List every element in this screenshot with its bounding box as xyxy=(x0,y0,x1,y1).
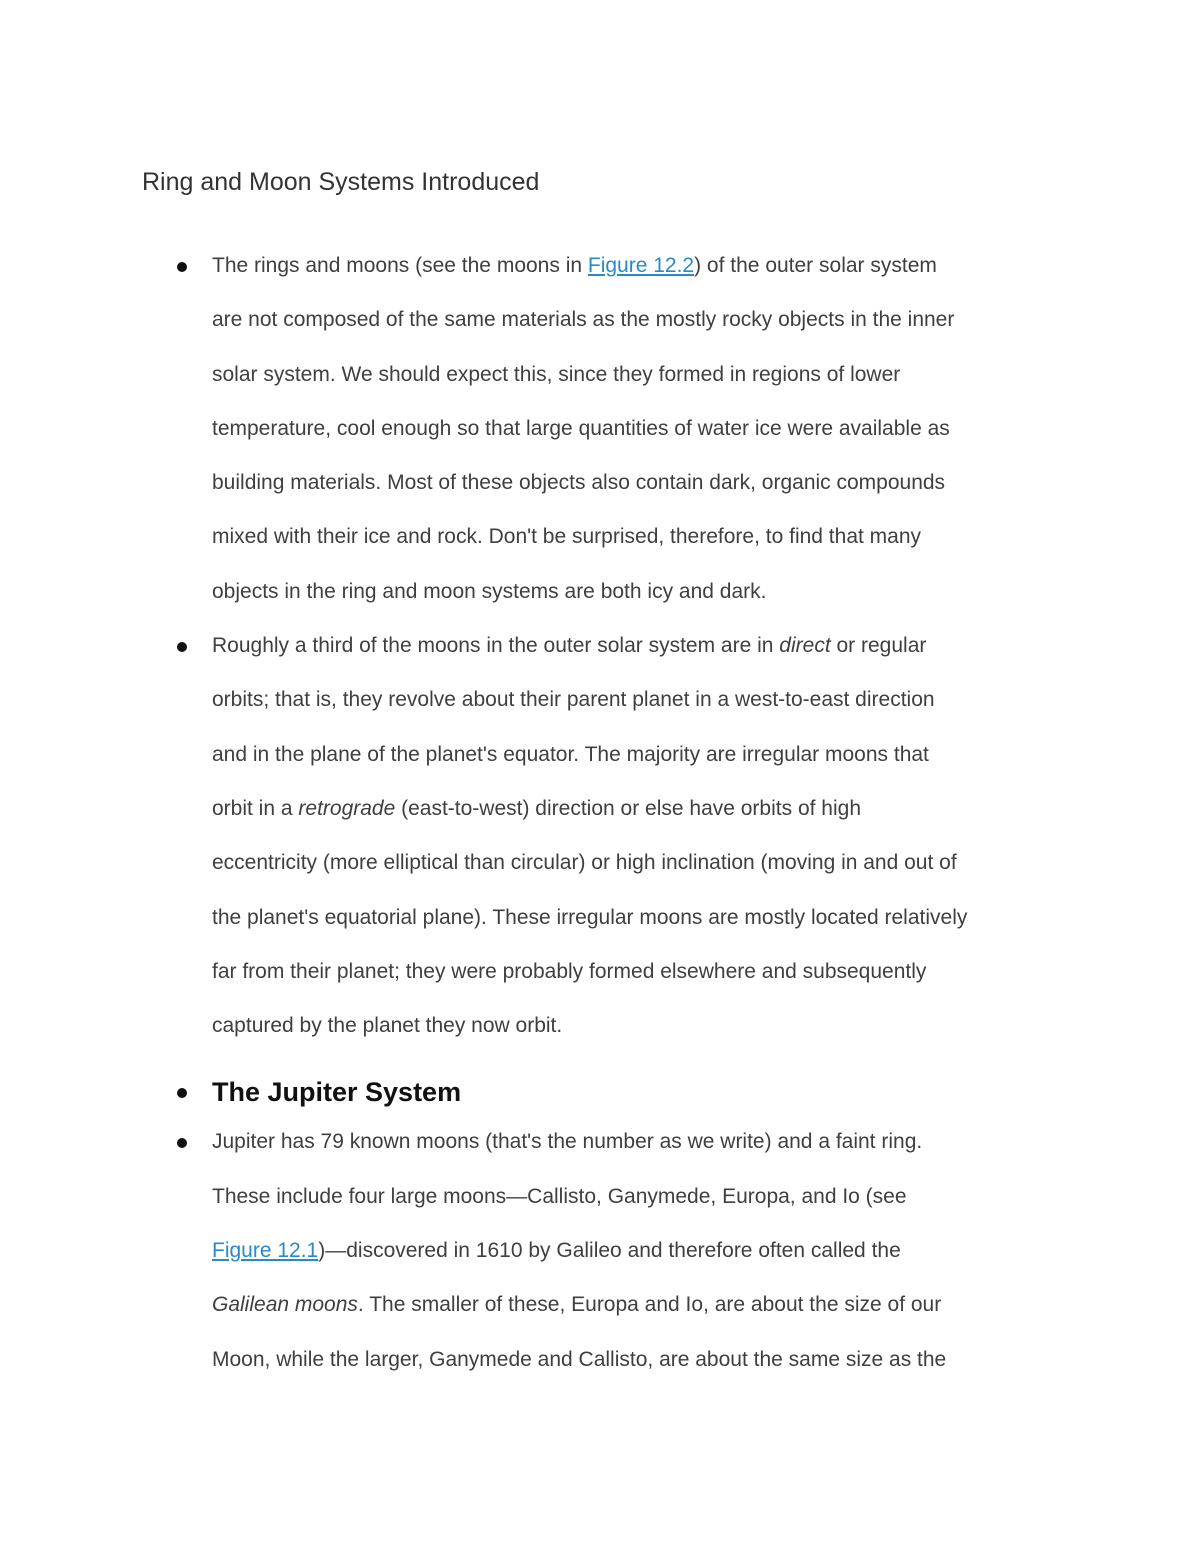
text-line: eccentricity (more elliptical than circular) or high inclination (moving in and out of xyxy=(212,851,957,875)
emphasis-galilean-moons: Galilean moons xyxy=(212,1293,358,1317)
emphasis-retrograde: retrograde xyxy=(298,796,396,820)
paragraph xyxy=(212,239,1072,619)
text-line: building materials. Most of these objects also contain dark, organic compounds xyxy=(212,471,946,495)
paragraph xyxy=(212,619,1072,1053)
bullet-item-rings-and-moons xyxy=(212,239,1072,619)
figure-12-1-link[interactable]: Figure 12.1 xyxy=(212,1239,319,1263)
emphasis-direct: direct xyxy=(779,634,831,658)
bullet-dot-icon xyxy=(177,262,187,272)
text-line xyxy=(212,782,1072,836)
text-span: ) of the outer solar system xyxy=(694,254,937,277)
bullet-item-orbits xyxy=(212,619,1072,1053)
text-line: far from their planet; they were probably formed elsewhere and subsequently xyxy=(212,959,927,983)
bullet-dot-icon xyxy=(177,1088,187,1098)
text-line xyxy=(212,239,1072,293)
text-line: are not composed of the same materials as the mostly rocky objects in the inner xyxy=(212,308,955,332)
figure-12-2-link[interactable]: Figure 12.2 xyxy=(587,254,695,277)
text-line: the planet's equatorial plane). These irregular moons are mostly located relatively xyxy=(212,905,968,929)
text-line: Jupiter has 79 known moons (that's the number as we write) and a faint ring. xyxy=(212,1130,923,1154)
text-line: solar system. We should expect this, since they formed in regions of lower xyxy=(212,362,901,386)
text-line: orbits; that is, they revolve about their parent planet in a west-to-east direction xyxy=(212,688,935,712)
bullet-dot-icon xyxy=(177,1138,187,1148)
text-line: and in the plane of the planet's equator. The majority are irregular moons that xyxy=(212,742,929,766)
text-span: or regular xyxy=(830,634,927,658)
text-span: )—discovered in 1610 by Galileo and therefore often called the xyxy=(318,1239,901,1263)
text-line: These include four large moons—Callisto, Ganymede, Europa, and Io (see xyxy=(212,1184,907,1208)
text-line xyxy=(212,619,1072,673)
text-line xyxy=(212,1224,1072,1278)
text-line: objects in the ring and moon systems are both icy and dark. xyxy=(212,579,767,603)
text-span: . The smaller of these, Europa and Io, are about the size of our xyxy=(357,1293,942,1317)
bullet-dot-icon xyxy=(177,642,187,652)
text-span: The rings and moons (see the moons in xyxy=(212,254,588,277)
text-line: captured by the planet they now orbit. xyxy=(212,1014,563,1038)
subheading-jupiter-system: The Jupiter System xyxy=(212,1077,462,1108)
bullet-item-jupiter-heading xyxy=(212,1053,1072,1115)
text-span: orbit in a xyxy=(212,796,299,820)
text-span: (east-to-west) direction or else have orbits of high xyxy=(395,796,861,820)
text-line: temperature, cool enough so that large quantities of water ice were available as xyxy=(212,416,950,440)
text-line xyxy=(212,1278,1072,1332)
text-line: mixed with their ice and rock. Don't be surprised, therefore, to find that many xyxy=(212,525,922,549)
text-span: Roughly a third of the moons in the outer solar system are in xyxy=(212,634,780,658)
bullet-list xyxy=(212,239,1072,1387)
text-line: Moon, while the larger, Ganymede and Callisto, are about the same size as the xyxy=(212,1347,947,1371)
bullet-item-jupiter-moons xyxy=(212,1115,1072,1386)
section-heading: Ring and Moon Systems Introduced xyxy=(142,168,540,196)
paragraph xyxy=(212,1115,1072,1386)
